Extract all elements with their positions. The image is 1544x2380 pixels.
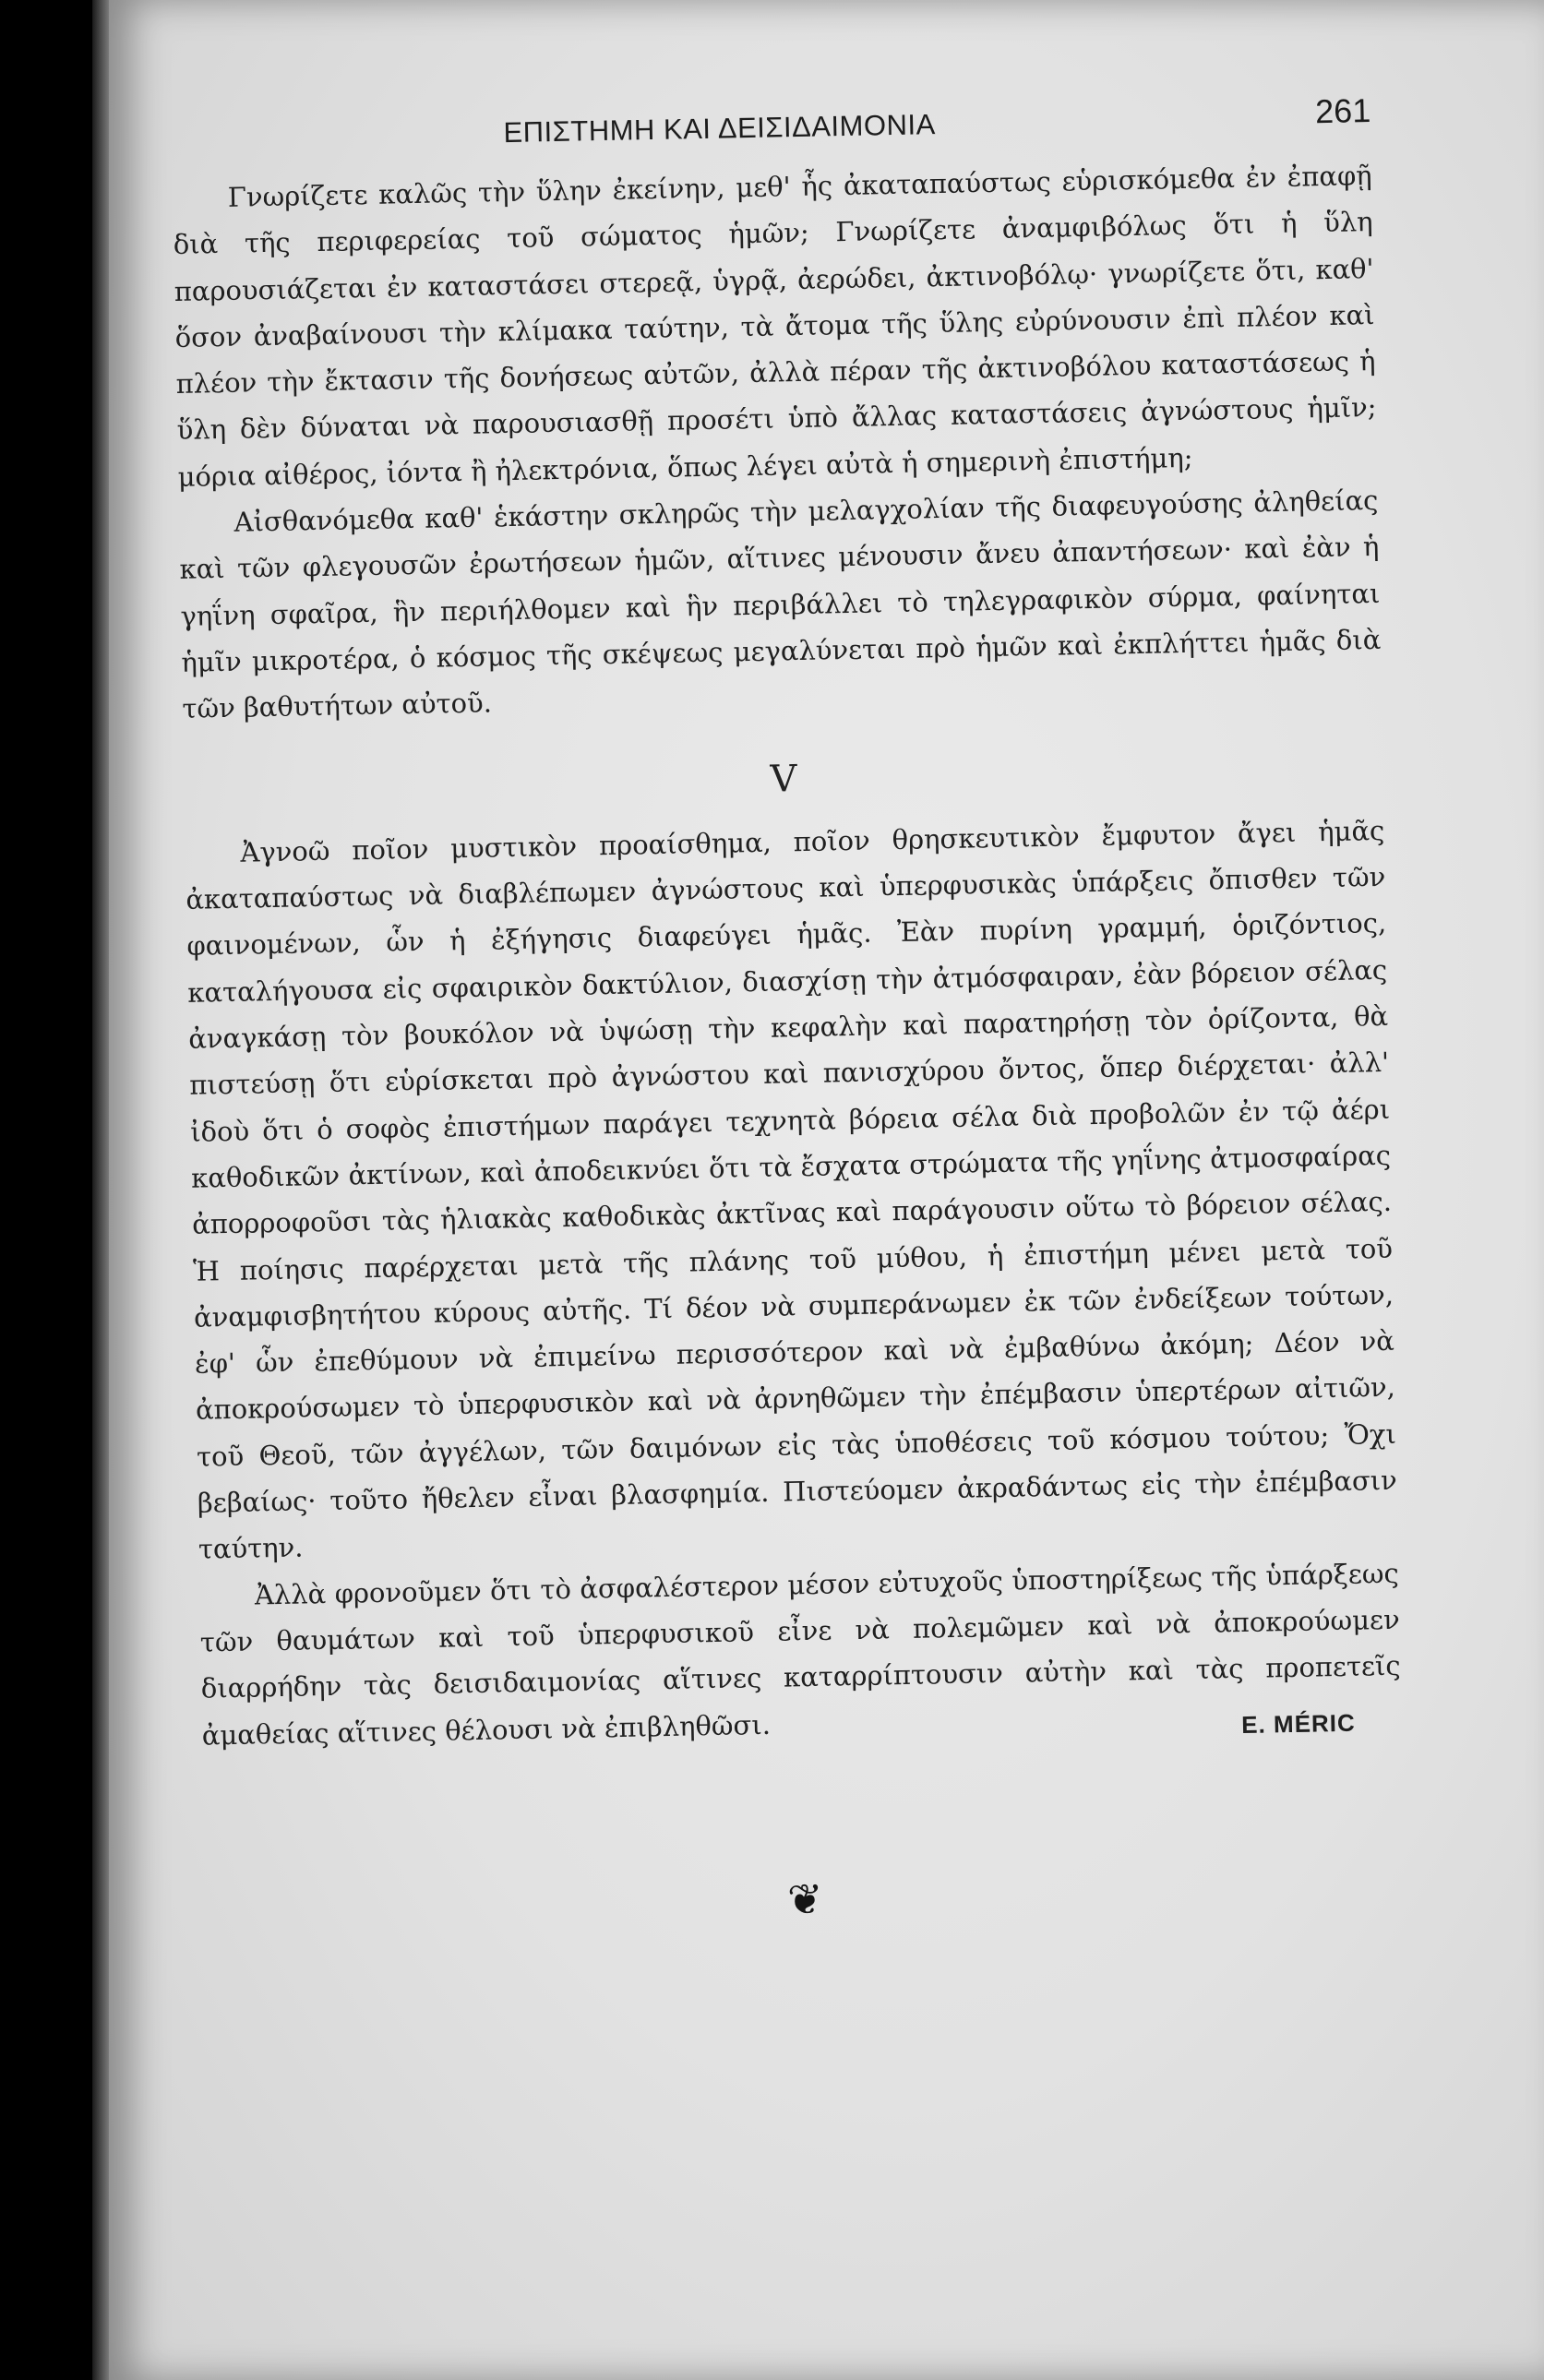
- page-number: 261: [1314, 91, 1371, 131]
- page-content: [171, 88, 1406, 1938]
- running-title: ΕΠΙΣΤΗΜΗ ΚΑΙ ΔΕΙΣΙΔΑΙΜΟΝΙΑ: [503, 108, 937, 149]
- paragraph-fight-superstition: Ἀλλὰ φρονοῦμεν ὅτι τὸ ἀσφαλέστερον μέσον εὐτυχοῦς ὑποστηρίξεως τῆς ὑπάρξεως τῶν θαυμάτων καὶ τοῦ ὑπερφυσικοῦ εἶνε νὰ πολεμῶμεν καὶ νὰ ἀποκρούωμεν διαρρήδην τὰς δεισιδαιμονίας αἵτινες καταρρίπτουσιν αὐτὴν καὶ τὰς προπετεῖς ἀμαθείας αἵτινες θέλουσι νὰ ἐπιβληθῶσι.: [199, 1557, 1401, 1752]
- leaf-ornament-icon: ❦: [786, 1873, 824, 1925]
- author-signature: E. MÉRIC: [1240, 1708, 1357, 1739]
- paragraph-matter-states: Γνωρίζετε καλῶς τὴν ὕλην ἐκείνην, μεθ' ἧς ἀκαταπαύστως εὑρισκόμεθα ἐν ἐπαφῇ διὰ τῆς περιφερείας τοῦ σώματος ἡμῶν; Γνωρίζετε ἀναμφιβόλως ὅτι ἡ ὕλη παρουσιάζεται ἐν καταστάσει στερεᾷ, ὑγρᾷ, ἀερώδει, ἀκτινοβόλῳ· γνωρίζετε ὅτι, καθ' ὅσον ἀναβαίνουσι τὴν κλίμακα ταύτην, τὰ ἄτομα τῆς ὕλης εὐρύνουσιν ἐπὶ πλέον καὶ πλέον τὴν ἔκτασιν τῆς δονήσεως αὐτῶν, ἀλλὰ πέραν τῆς ἀκτινοβόλου καταστάσεως ἡ ὕλη δὲν δύναται νὰ παρουσιασθῇ προσέτι ὑπὸ ἄλλας καταστάσεις ἀγνώστους ἡμῖν; μόρια αἰθέρος, ἰόντα ἢ ἠλεκτρόνια, ὅπως λέγει αὐτὰ ἡ σημερινὴ ἐπιστήμη;: [173, 160, 1377, 493]
- section-numeral: V: [770, 757, 797, 801]
- paragraph-melancholy-of-truth: Αἰσθανόμεθα καθ' ἑκάστην σκληρῶς τὴν μελαγχολίαν τῆς διαφευγούσης ἀληθείας καὶ τῶν φλεγουσῶν ἐρωτήσεων ἡμῶν, αἵτινες μένουσιν ἄνευ ἀπαντήσεων· καὶ ἐὰν ἡ γηΐνη σφαῖρα, ἣν περιήλθομεν καὶ ἣν περιβάλλει τὸ τηλεγραφικὸν σύρμα, φαίνηται ἡμῖν μικροτέρα, ὁ κόσμος τῆς σκέψεως μεγαλύνεται πρὸ ἡμῶν καὶ ἐκπλήττει ἡμᾶς διὰ τῶν βαθυτήτων αὐτοῦ.: [179, 484, 1382, 725]
- paragraph-supernatural-presentiment: Ἀγνοῶ ποῖον μυστικὸν προαίσθημα, ποῖον θρησκευτικὸν ἔμφυτον ἄγει ἡμᾶς ἀκαταπαύστως νὰ διαβλέπωμεν ἀγνώστους καὶ ὑπερφυσικὰς ὑπάρξεις ὄπισθεν τῶν φαινομένων, ὧν ἡ ἐξήγησις διαφεύγει ἡμᾶς. Ἐὰν πυρίνη γραμμή, ὁριζόντιος, καταλήγουσα εἰς σφαιρικὸν δακτύλιον, διασχίσῃ τὴν ἀτμόσφαιραν, ἐὰν βόρειον σέλας ἀναγκάσῃ τὸν βουκόλον νὰ ὑψώσῃ τὴν κεφαλὴν καὶ παρατηρήσῃ τὸν ὁρίζοντα, θὰ πιστεύσῃ ὅτι εὑρίσκεται πρὸ ἀγνώστου καὶ πανισχύρου ὄντος, ὅπερ διέρχεται· ἀλλ' ἰδοὺ ὅτι ὁ σοφὸς ἐπιστήμων παράγει τεχνητὰ βόρεια σέλα διὰ προβολῶν ἐν τῷ ἀέρι καθοδικῶν ἀκτίνων, καὶ ἀποδεικνύει ὅτι τὰ ἔσχατα στρώματα τῆς γηΐνης ἀτμοσφαίρας ἀπορροφοῦσι τὰς ἡλιακὰς καθοδικὰς ἀκτῖνας καὶ παράγουσιν οὕτω τὸ βόρειον σέλας. Ἡ ποίησις παρέρχεται μετὰ τῆς πλάνης τοῦ μύθου, ἡ ἐπιστήμη μένει μετὰ τοῦ ἀναμφισβητήτου κύρους αὐτῆς. Τί δέον νὰ συμπεράνωμεν ἐκ τῶν ἐνδείξεων τούτων, ἐφ' ὧν ἐπεθύμουν νὰ ἐπιμείνω περισσότερον καὶ νὰ ἐμβαθύνω ἀκόμη; Δέον νὰ ἀποκρούσωμεν τὸ ὑπερφυσικὸν καὶ νὰ ἀρνηθῶμεν τὴν ἐπέμβασιν ὑπερτέρων αἰτιῶν, τοῦ Θεοῦ, τῶν ἀγγέλων, τῶν δαιμόνων εἰς τὰς ὑποθέσεις τοῦ κόσμου τούτου; Ὄχι βεβαίως· τοῦτο ἤθελεν εἶναι βλασφημία. Πιστεύομεν ἀκραδάντως εἰς τὴν ἐπέμβασιν ταύτην.: [186, 814, 1398, 1566]
